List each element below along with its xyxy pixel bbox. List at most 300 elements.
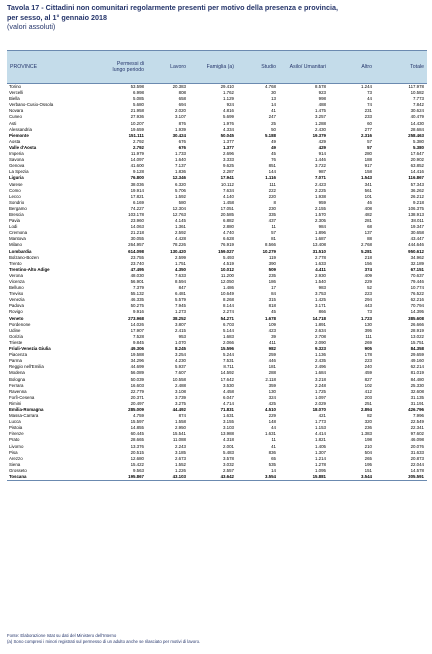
value-cell: 195 bbox=[364, 461, 372, 467]
value-cell: 1.552 bbox=[175, 461, 186, 467]
value-cell: 294 bbox=[364, 297, 372, 303]
value-cell: 251 bbox=[364, 400, 372, 406]
value-cell: 2.488 bbox=[175, 382, 186, 388]
value-cell: 335 bbox=[268, 211, 276, 217]
province-cell: Trentino-Alto Adige bbox=[9, 266, 50, 272]
value-cell: 15.596 bbox=[220, 346, 234, 352]
value-cell: 2.696 bbox=[223, 151, 234, 157]
province-cell: Rovigo bbox=[9, 309, 23, 315]
value-cell: 2.592 bbox=[175, 230, 186, 236]
value-cell: 116.867 bbox=[408, 175, 424, 181]
province-cell: Massa-Carrara bbox=[9, 413, 39, 419]
value-cell: 156 bbox=[364, 260, 372, 266]
value-cell: 982 bbox=[268, 346, 276, 352]
value-cell: 7.531 bbox=[223, 358, 234, 364]
value-cell: 288 bbox=[268, 370, 276, 376]
value-cell: 3.333 bbox=[223, 157, 234, 163]
value-cell: 14 bbox=[271, 102, 276, 108]
value-cell: 10.207 bbox=[130, 120, 144, 126]
value-cell: 17.941 bbox=[220, 175, 234, 181]
value-cell: 9.916 bbox=[133, 309, 144, 315]
value-cell: 658 bbox=[178, 96, 186, 102]
value-cell: 1.129 bbox=[223, 96, 234, 102]
value-cell: 53.598 bbox=[130, 84, 144, 89]
value-cell: 17.907 bbox=[130, 327, 144, 333]
value-cell: 9.218 bbox=[413, 199, 424, 205]
value-cell: 281 bbox=[364, 218, 372, 224]
value-cell: 22.044 bbox=[410, 461, 424, 467]
value-cell: 1.405 bbox=[315, 443, 326, 449]
value-cell: 443 bbox=[364, 303, 372, 309]
province-cell: Asti bbox=[9, 120, 17, 126]
value-cell: 7.137 bbox=[175, 163, 186, 169]
value-cell: 421 bbox=[318, 413, 326, 419]
value-cell: 1.307 bbox=[315, 449, 326, 455]
value-cell: 5.380 bbox=[413, 138, 424, 144]
value-cell: 277 bbox=[364, 126, 372, 132]
province-cell: Verona bbox=[9, 272, 23, 278]
header-total: Totale bbox=[375, 51, 427, 84]
province-cell: Livorno bbox=[9, 443, 24, 449]
value-cell: 111 bbox=[365, 333, 372, 339]
value-cell: 13.376 bbox=[130, 443, 144, 449]
value-cell: 17.051 bbox=[220, 205, 234, 211]
value-cell: 47.495 bbox=[130, 266, 144, 272]
value-cell: 1.070 bbox=[175, 339, 186, 345]
value-cell: 16.603 bbox=[130, 382, 144, 388]
province-cell: Cremona bbox=[9, 230, 28, 236]
table-body bbox=[7, 84, 427, 481]
value-cell: 7.634 bbox=[223, 187, 234, 193]
value-cell: 2.496 bbox=[315, 364, 326, 370]
value-cell: 4.458 bbox=[223, 388, 234, 394]
value-cell: 11 bbox=[271, 224, 276, 230]
value-cell: 20.873 bbox=[410, 455, 424, 461]
value-cell: 2.557 bbox=[223, 467, 234, 473]
value-cell: 14.718 bbox=[312, 315, 326, 321]
province-cell: Padova bbox=[9, 303, 24, 309]
value-cell: 130.420 bbox=[170, 248, 186, 254]
table-title bbox=[7, 3, 427, 32]
value-cell: 81 bbox=[271, 236, 276, 242]
value-cell: 82 bbox=[367, 413, 372, 419]
value-cell: 14.416 bbox=[410, 169, 424, 175]
value-cell: 178 bbox=[364, 352, 372, 358]
value-cell: 914 bbox=[318, 151, 326, 157]
value-cell: 2.066 bbox=[223, 339, 234, 345]
value-cell: 395 bbox=[364, 327, 372, 333]
value-cell: 222 bbox=[268, 187, 276, 193]
value-cell: 50.045 bbox=[220, 132, 234, 138]
value-cell: 1.214 bbox=[315, 455, 326, 461]
value-cell: 30.055 bbox=[130, 236, 144, 242]
value-cell: 101 bbox=[364, 193, 372, 199]
value-cell: 14 bbox=[271, 467, 276, 473]
province-cell: Imperia bbox=[9, 151, 24, 157]
value-cell: 57 bbox=[271, 230, 276, 236]
table-row bbox=[7, 84, 427, 91]
value-cell: 694 bbox=[178, 102, 186, 108]
value-cell: 106.375 bbox=[408, 205, 424, 211]
value-cell: 676 bbox=[178, 138, 186, 144]
province-cell: Modena bbox=[9, 370, 25, 376]
value-cell: 50.275 bbox=[130, 303, 144, 309]
province-cell: Belluno bbox=[9, 285, 24, 291]
value-cell: 223 bbox=[364, 291, 372, 297]
value-cell: 5.281 bbox=[361, 248, 372, 254]
title-line-3: (valori assoluti) bbox=[7, 22, 56, 31]
value-cell: 1.631 bbox=[265, 431, 276, 437]
value-cell: 3.108 bbox=[175, 388, 186, 394]
value-cell: 5.085 bbox=[133, 96, 144, 102]
province-cell: Vicenza bbox=[9, 279, 25, 284]
value-cell: 229 bbox=[268, 413, 276, 419]
value-cell: 78.226 bbox=[172, 242, 186, 248]
value-cell: 14.855 bbox=[130, 425, 144, 431]
value-cell: 26.212 bbox=[410, 193, 424, 199]
province-cell: Novara bbox=[9, 108, 24, 114]
value-cell: 119 bbox=[269, 254, 276, 260]
value-cell: 74 bbox=[367, 102, 372, 108]
value-cell: 44 bbox=[271, 425, 276, 431]
value-cell: 9.563 bbox=[133, 467, 144, 473]
province-cell: Bergamo bbox=[9, 205, 27, 211]
value-cell: 1.725 bbox=[315, 388, 326, 394]
value-cell: 3.218 bbox=[315, 376, 326, 382]
value-cell: 2.423 bbox=[315, 181, 326, 187]
value-cell: 504 bbox=[364, 449, 372, 455]
value-cell: 6.047 bbox=[223, 394, 234, 400]
value-cell: 614.098 bbox=[128, 248, 144, 254]
value-cell: 63.852 bbox=[410, 163, 424, 169]
value-cell: 12.763 bbox=[172, 211, 186, 217]
value-cell: 446 bbox=[268, 358, 276, 364]
value-cell: 437 bbox=[268, 218, 276, 224]
value-cell: 953 bbox=[178, 333, 186, 339]
value-cell: 4.768 bbox=[265, 84, 276, 89]
value-cell: 1.361 bbox=[175, 224, 186, 230]
value-cell: 8.578 bbox=[315, 84, 326, 89]
province-cell: Pavia bbox=[9, 218, 20, 224]
value-cell: 426.796 bbox=[408, 406, 424, 412]
value-cell: 12.346 bbox=[172, 175, 186, 181]
value-cell: 5.244 bbox=[223, 352, 234, 358]
value-cell: 236 bbox=[364, 425, 372, 431]
value-cell: 2.020 bbox=[175, 108, 186, 114]
value-cell: 3.578 bbox=[223, 455, 234, 461]
value-cell: 60.445 bbox=[130, 431, 144, 437]
value-cell: 6.628 bbox=[223, 236, 234, 242]
value-cell: 22.779 bbox=[130, 388, 144, 394]
value-cell: 144 bbox=[268, 169, 276, 175]
header-family: Famiglia (a) bbox=[189, 51, 237, 84]
value-cell: 2.430 bbox=[315, 126, 326, 132]
value-cell: 17.647 bbox=[410, 151, 424, 157]
value-cell: 10.279 bbox=[262, 248, 276, 254]
value-cell: 117.978 bbox=[408, 84, 424, 89]
value-cell: 188 bbox=[364, 157, 372, 163]
value-cell: 229 bbox=[364, 279, 372, 284]
value-cell: 836 bbox=[268, 449, 276, 455]
value-cell: 3.254 bbox=[175, 352, 186, 358]
value-cell: 2.274 bbox=[223, 309, 234, 315]
value-cell: 2.435 bbox=[315, 358, 326, 364]
value-cell: 12.304 bbox=[172, 205, 186, 211]
value-cell: 9.323 bbox=[315, 346, 326, 352]
value-cell: 1.377 bbox=[223, 144, 234, 150]
value-cell: 265 bbox=[364, 455, 372, 461]
value-cell: 223 bbox=[364, 358, 372, 364]
value-cell: 2.243 bbox=[175, 443, 186, 449]
value-cell: 27.936 bbox=[130, 114, 144, 120]
value-cell: 3.257 bbox=[315, 114, 326, 120]
province-cell: Alessandria bbox=[9, 126, 32, 132]
value-cell: 11.200 bbox=[220, 272, 234, 278]
province-cell: Bolzano-Bozen bbox=[9, 254, 39, 260]
province-cell: Grosseto bbox=[9, 467, 27, 473]
value-cell: 4.759 bbox=[133, 413, 144, 419]
value-cell: 109 bbox=[268, 321, 276, 327]
value-cell: 15.597 bbox=[130, 419, 144, 425]
value-cell: 917 bbox=[364, 163, 372, 169]
value-cell: 23.740 bbox=[130, 260, 144, 266]
value-cell: 1.896 bbox=[315, 230, 326, 236]
value-cell: 7.528 bbox=[133, 333, 144, 339]
value-cell: 7.607 bbox=[175, 370, 186, 376]
value-cell: 88 bbox=[367, 236, 372, 242]
value-cell: 1.288 bbox=[315, 120, 326, 126]
value-cell: 10.112 bbox=[220, 181, 234, 187]
value-cell: 258.463 bbox=[408, 132, 424, 138]
value-cell: 28.919 bbox=[410, 327, 424, 333]
value-cell: 2.155 bbox=[315, 205, 326, 211]
value-cell: 235 bbox=[268, 272, 276, 278]
value-cell: 13.988 bbox=[220, 431, 234, 437]
province-cell: Aosta bbox=[9, 138, 21, 144]
province-cell: Forlì-Cesena bbox=[9, 394, 35, 400]
value-cell: 1.976 bbox=[223, 120, 234, 126]
value-cell: 924 bbox=[226, 102, 234, 108]
value-cell: 102 bbox=[364, 382, 372, 388]
value-cell: 4.334 bbox=[223, 126, 234, 132]
value-cell: 9.845 bbox=[133, 339, 144, 345]
value-cell: 70.637 bbox=[410, 272, 424, 278]
value-cell: 1.683 bbox=[223, 333, 234, 339]
province-cell: Biella bbox=[9, 96, 20, 102]
value-cell: 2.090 bbox=[315, 339, 326, 345]
value-cell: 6.169 bbox=[133, 199, 144, 205]
value-cell: 15.422 bbox=[130, 461, 144, 467]
value-cell: 285.009 bbox=[128, 406, 144, 412]
value-cell: 44.492 bbox=[172, 406, 186, 412]
value-cell: 10.012 bbox=[220, 266, 234, 272]
province-cell: Brescia bbox=[9, 211, 24, 217]
value-cell: 17 bbox=[271, 285, 276, 291]
value-cell: 8.566 bbox=[265, 242, 276, 248]
value-cell: 97.602 bbox=[410, 431, 424, 437]
value-cell: 429 bbox=[318, 144, 326, 150]
value-cell: 20.585 bbox=[220, 211, 234, 217]
province-cell: Toscana bbox=[7, 474, 105, 481]
value-cell: 48.030 bbox=[130, 272, 144, 278]
province-cell: Bologna bbox=[9, 376, 26, 382]
province-cell: Ferrara bbox=[9, 382, 24, 388]
value-cell: 1.631 bbox=[223, 413, 234, 419]
value-cell: 240 bbox=[364, 364, 372, 370]
value-cell: 46.098 bbox=[410, 437, 424, 443]
value-cell: 151 bbox=[364, 467, 372, 473]
value-cell: 4.428 bbox=[175, 236, 186, 242]
province-cell: Siena bbox=[9, 461, 21, 467]
value-cell: 50.039 bbox=[130, 376, 144, 382]
value-cell: 1.273 bbox=[175, 309, 186, 315]
value-cell: 34.296 bbox=[130, 358, 144, 364]
value-cell: 137 bbox=[364, 230, 372, 236]
value-cell: 28.684 bbox=[410, 126, 424, 132]
value-cell: 876 bbox=[178, 120, 186, 126]
value-cell: 2.792 bbox=[133, 138, 144, 144]
value-cell: 488 bbox=[318, 102, 326, 108]
value-cell: 580 bbox=[178, 199, 186, 205]
province-cell: Venezia bbox=[9, 297, 25, 303]
value-cell: 2.673 bbox=[175, 455, 186, 461]
province-cell: Como bbox=[9, 187, 21, 193]
province-cell: Prato bbox=[9, 437, 20, 443]
value-cell: 2.708 bbox=[315, 333, 326, 339]
value-cell: 1.687 bbox=[315, 236, 326, 242]
value-cell: 38.036 bbox=[130, 181, 144, 187]
value-cell: 14.395 bbox=[410, 309, 424, 315]
value-cell: 923 bbox=[318, 90, 326, 96]
value-cell: 305.591 bbox=[375, 474, 427, 481]
value-cell: 40.479 bbox=[410, 114, 424, 120]
province-cell: Gorizia bbox=[9, 333, 23, 339]
value-cell: 220 bbox=[268, 193, 276, 199]
value-cell: 76 bbox=[271, 157, 276, 163]
value-cell: 22.341 bbox=[410, 425, 424, 431]
value-cell: 851 bbox=[268, 163, 276, 169]
value-cell: 10.582 bbox=[410, 90, 424, 96]
value-cell: 62.214 bbox=[410, 364, 424, 370]
value-cell: 5.380 bbox=[413, 144, 424, 150]
header-province: PROVINCE bbox=[7, 51, 105, 84]
value-cell: 7.071 bbox=[315, 175, 326, 181]
value-cell: 6.703 bbox=[223, 321, 234, 327]
value-cell: 1.723 bbox=[361, 315, 372, 321]
province-cell: Piemonte bbox=[9, 132, 29, 138]
value-cell: 56.089 bbox=[130, 370, 144, 376]
value-cell: 808 bbox=[178, 90, 186, 96]
value-cell: 959 bbox=[318, 199, 326, 205]
value-cell: 3.185 bbox=[175, 449, 186, 455]
value-cell: 444.646 bbox=[408, 242, 424, 248]
province-cell: Savona bbox=[9, 157, 24, 163]
value-cell: 11.979 bbox=[130, 151, 144, 157]
value-cell: 67.151 bbox=[410, 266, 424, 272]
value-cell: 41.600 bbox=[130, 163, 144, 169]
value-cell: 561 bbox=[364, 187, 372, 193]
province-cell: Mantova bbox=[9, 236, 26, 242]
value-cell: 231 bbox=[364, 108, 372, 114]
value-cell: 3.275 bbox=[175, 400, 186, 406]
value-cell: 1.751 bbox=[175, 260, 186, 266]
value-cell: 31.135 bbox=[410, 394, 424, 400]
value-cell: 12.050 bbox=[220, 279, 234, 284]
value-cell: 9.128 bbox=[133, 169, 144, 175]
value-cell: 1.097 bbox=[315, 394, 326, 400]
value-cell: 73 bbox=[367, 90, 372, 96]
value-cell: 4.414 bbox=[315, 431, 326, 437]
value-cell: 11.088 bbox=[172, 437, 186, 443]
value-cell: 2.778 bbox=[315, 254, 326, 260]
value-cell: 11 bbox=[271, 437, 276, 443]
value-cell: 65 bbox=[271, 455, 276, 461]
value-cell: 73 bbox=[367, 309, 372, 315]
value-cell: 57 bbox=[367, 138, 372, 144]
value-cell: 320 bbox=[364, 419, 372, 425]
value-cell: 273.968 bbox=[128, 315, 144, 321]
value-cell: 30.624 bbox=[410, 108, 424, 114]
value-cell: 2.305 bbox=[315, 218, 326, 224]
value-cell: 36.262 bbox=[410, 187, 424, 193]
value-cell: 866 bbox=[318, 309, 326, 315]
value-cell: 29.659 bbox=[410, 352, 424, 358]
value-cell: 15.541 bbox=[172, 431, 186, 437]
value-cell: 847 bbox=[178, 285, 186, 291]
value-cell: 14.097 bbox=[130, 157, 144, 163]
value-cell: 2.599 bbox=[175, 254, 186, 260]
value-cell: 20.371 bbox=[130, 394, 144, 400]
value-cell: 13.022 bbox=[410, 333, 424, 339]
value-cell: 5.699 bbox=[223, 114, 234, 120]
province-cell: Piacenza bbox=[9, 352, 28, 358]
header-study: Studio bbox=[237, 51, 279, 84]
value-cell: 32.608 bbox=[410, 388, 424, 394]
value-cell: 3.544 bbox=[329, 474, 375, 481]
value-cell: 39 bbox=[271, 333, 276, 339]
value-cell: 20.497 bbox=[130, 400, 144, 406]
value-cell: 21.218 bbox=[130, 230, 144, 236]
value-cell: 259 bbox=[268, 352, 276, 358]
value-cell: 10.558 bbox=[172, 376, 186, 382]
data-table bbox=[7, 50, 427, 481]
value-cell: 10.774 bbox=[410, 285, 424, 291]
province-cell: Arezzo bbox=[9, 455, 23, 461]
value-cell: 408 bbox=[364, 205, 372, 211]
value-cell: 987 bbox=[318, 169, 326, 175]
value-cell: 1.543 bbox=[361, 175, 372, 181]
value-cell: 7.996 bbox=[413, 413, 424, 419]
value-cell: 210 bbox=[364, 443, 372, 449]
province-cell: Genova bbox=[9, 163, 25, 169]
value-cell: 44 bbox=[367, 96, 372, 102]
value-cell: 1.383 bbox=[361, 431, 372, 437]
value-cell: 1.684 bbox=[315, 370, 326, 376]
province-cell: Ravenna bbox=[9, 388, 27, 394]
value-cell: 14.063 bbox=[130, 224, 144, 230]
province-cell: Varese bbox=[9, 181, 23, 187]
value-cell: 23.755 bbox=[130, 254, 144, 260]
province-cell: Udine bbox=[9, 327, 21, 333]
value-cell: 30.424 bbox=[172, 132, 186, 138]
value-cell: 341 bbox=[364, 181, 372, 187]
province-cell: Liguria bbox=[9, 175, 24, 181]
value-cell: 56.901 bbox=[130, 279, 144, 284]
province-cell: Torino bbox=[9, 84, 21, 89]
value-cell: 18.070 bbox=[312, 406, 326, 412]
value-cell: 25 bbox=[271, 120, 276, 126]
value-cell: 1.226 bbox=[175, 467, 186, 473]
